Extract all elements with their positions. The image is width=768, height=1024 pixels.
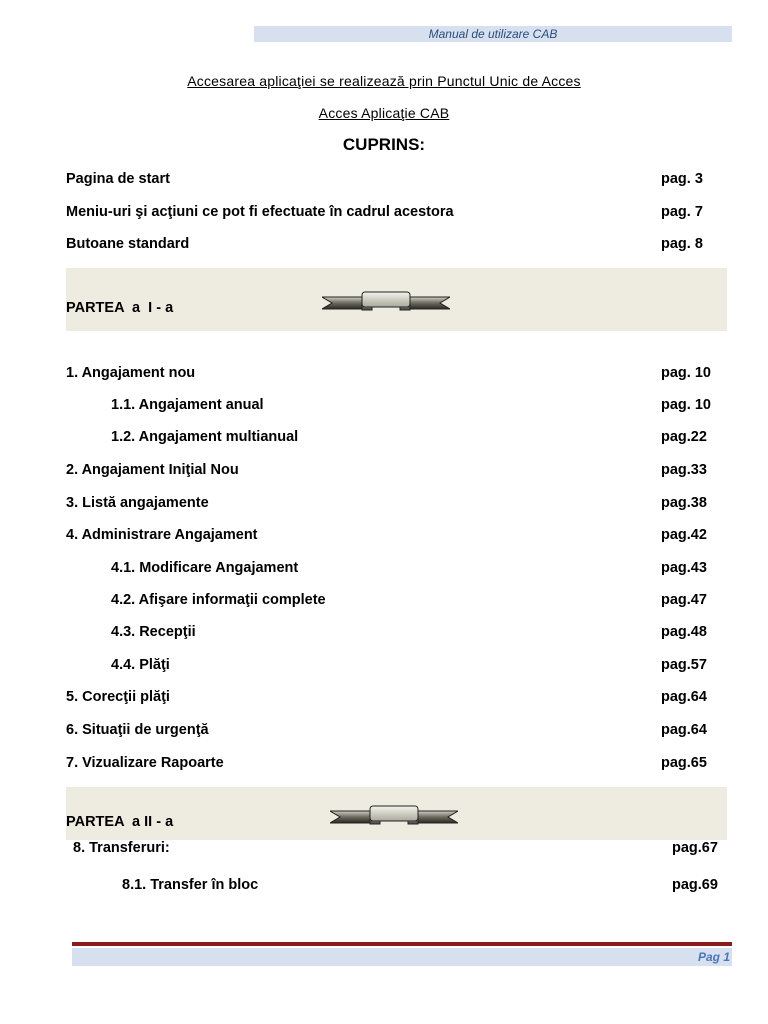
toc-entry-label: 5. Corecţii plăţi bbox=[66, 689, 170, 705]
toc-entry-page: pag.38 bbox=[661, 495, 707, 511]
toc-entry-label: 4.4. Plăţi bbox=[111, 657, 170, 673]
toc-entry-label: Butoane standard bbox=[66, 236, 190, 252]
toc-entry-page: pag.48 bbox=[661, 624, 707, 640]
toc-entry-page: pag.67 bbox=[672, 840, 718, 856]
intro-app-line: Acces Aplicaţie CAB bbox=[318, 105, 450, 121]
toc-entry-page: pag.65 bbox=[661, 755, 707, 771]
toc-entry-page: pag. 7 bbox=[661, 204, 703, 220]
contents-heading: CUPRINS: bbox=[342, 135, 426, 154]
toc-entry-label: 4.1. Modificare Angajament bbox=[111, 560, 299, 576]
toc-entry-page: pag.57 bbox=[661, 657, 707, 673]
footer-band bbox=[72, 948, 732, 966]
toc-entry-label: 1. Angajament nou bbox=[66, 365, 196, 381]
toc-entry-label: 8. Transferuri: bbox=[73, 840, 170, 856]
toc-entry-label: Meniu-uri şi acţiuni ce pot fi efectuate în cadrul acestora bbox=[66, 204, 454, 220]
toc-entry-page: pag.22 bbox=[661, 429, 707, 445]
toc-entry-page: pag.33 bbox=[661, 462, 707, 478]
toc-entry-label: 4. Administrare Angajament bbox=[66, 527, 258, 543]
intro-access-line: Accesarea aplicaţiei se realizează prin Punctul Unic de Acces bbox=[187, 73, 581, 89]
toc-entry-label: 6. Situaţii de urgenţă bbox=[66, 722, 209, 738]
part-two-label: PARTEA a II - a bbox=[66, 814, 174, 830]
toc-entry-page: pag.43 bbox=[661, 560, 707, 576]
toc-entry-page: pag. 8 bbox=[661, 236, 703, 252]
toc-entry-label: 1.1. Angajament anual bbox=[111, 397, 264, 413]
toc-entry-page: pag.64 bbox=[661, 689, 707, 705]
toc-entry-page: pag. 3 bbox=[661, 171, 703, 187]
scroll-ribbon-icon bbox=[330, 803, 458, 827]
toc-entry-label: Pagina de start bbox=[66, 171, 170, 187]
page-number: Pag 1 bbox=[697, 950, 730, 964]
toc-entry-page: pag.42 bbox=[661, 527, 707, 543]
part-one-label: PARTEA a I - a bbox=[66, 300, 174, 316]
header-title: Manual de utilizare CAB bbox=[428, 27, 558, 41]
toc-entry-page: pag.69 bbox=[672, 877, 718, 893]
toc-entry-label: 7. Vizualizare Rapoarte bbox=[66, 755, 224, 771]
footer-divider bbox=[72, 942, 732, 946]
toc-entry-page: pag.47 bbox=[661, 592, 707, 608]
scroll-ribbon-icon bbox=[322, 289, 450, 313]
toc-entry-label: 3. Listă angajamente bbox=[66, 495, 209, 511]
toc-entry-label: 4.2. Afişare informaţii complete bbox=[111, 592, 326, 608]
toc-entry-page: pag. 10 bbox=[661, 397, 711, 413]
toc-entry-label: 4.3. Recepţii bbox=[111, 624, 196, 640]
toc-entry-page: pag. 10 bbox=[661, 365, 711, 381]
toc-entry-page: pag.64 bbox=[661, 722, 707, 738]
toc-entry-label: 8.1. Transfer în bloc bbox=[122, 877, 259, 893]
toc-entry-label: 1.2. Angajament multianual bbox=[111, 429, 299, 445]
toc-entry-label: 2. Angajament Iniţial Nou bbox=[66, 462, 239, 478]
